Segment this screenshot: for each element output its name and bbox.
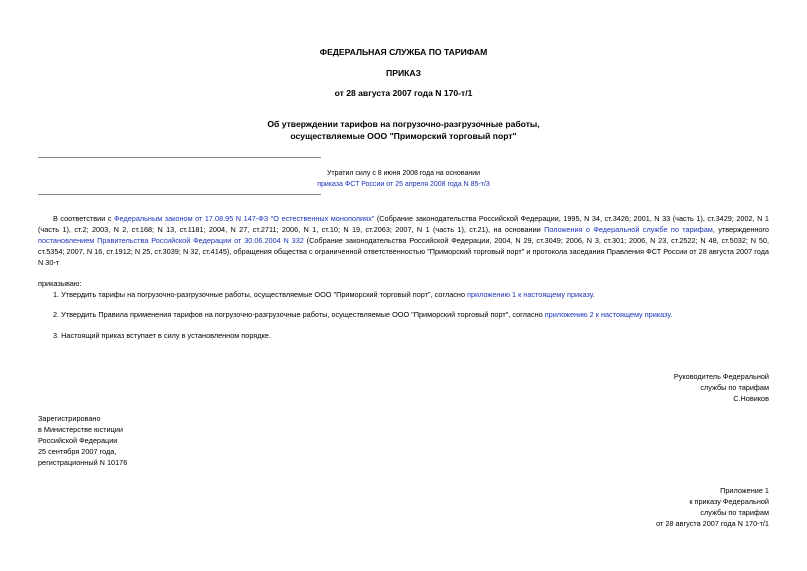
appendix-line-2: к приказу Федеральной <box>689 496 769 506</box>
signature-line-1: Руководитель Федеральной <box>673 372 769 381</box>
registration-line-1: Зарегистрировано <box>38 414 101 423</box>
federal-law-link[interactable]: Федеральным законом от 17.08.95 N 147-ФЗ "О естественных монополиях" <box>114 214 375 223</box>
status-note-link[interactable]: приказа ФСТ России от 25 апреля 2008 года N 85-т/3 <box>317 180 490 188</box>
registration-block <box>38 414 288 469</box>
order-item-2-end: . <box>670 310 673 319</box>
fst-regulation-link[interactable]: Положения о Федеральной службе по тарифам <box>544 224 713 234</box>
doc-title-line-1: Об утверждении тарифов на погрузочно-разгрузочные работы, <box>267 119 540 129</box>
appendix-header <box>519 486 769 530</box>
doc-type-heading: ПРИКАЗ <box>386 68 421 78</box>
preamble-paragraph <box>38 214 769 269</box>
appendix-1-link[interactable]: приложению 1 к настоящему приказу <box>467 290 593 299</box>
order-item-2-text: 2. Утвердить Правила применения тарифов на погрузочно-разгрузочные работы, осуществляемые ООО "Приморский торговый порт", согласно <box>53 310 545 319</box>
doc-date-heading: от 28 августа 2007 года N 170-т/1 <box>334 88 473 98</box>
doc-title-line-2: осуществляемые ООО "Приморский торговый порт" <box>290 130 517 141</box>
doc-title <box>38 119 769 142</box>
divider-bottom <box>38 194 321 195</box>
preamble-text-1: В соответствии с <box>53 214 114 223</box>
order-item-3: 3. Настоящий приказ вступает в силу в установленном порядке. <box>53 331 271 340</box>
order-item-2 <box>53 310 784 321</box>
signature-block <box>519 372 769 405</box>
preamble-text-3: , утвержденного <box>712 224 769 234</box>
order-item-1-text: 1. Утвердить тарифы на погрузочно-разгрузочные работы, осуществляемые ООО "Приморский торговый порт", согласно <box>53 290 468 299</box>
signature-name: С.Новиков <box>733 393 769 403</box>
registration-line-4: 25 сентября 2007 года, <box>38 446 117 456</box>
status-note-text: Утратил силу с 8 июня 2008 года на основании <box>326 170 481 177</box>
divider-top <box>38 157 321 158</box>
order-item-1 <box>53 290 784 301</box>
registration-line-2: в Министерстве юстиции <box>38 424 123 434</box>
order-intro: приказываю: <box>38 279 82 288</box>
appendix-line-3: службы по тарифам <box>700 507 769 517</box>
appendix-2-link[interactable]: приложению 2 к настоящему приказу <box>544 310 671 319</box>
preamble-text-4: (Собрание законодательства Российской Федерации, 2004, N 29, ст.3049; 2006, N 3, ст.301; 2006, N 23, ст.2522; N 48, ст.5032; N 50, ст.5354; 2007, N 16, ст.1912; N 25, ст.3039; N 32, ст.4145), обращения общества с ограниченной ответственностью "Приморский торговый порт" и протокола заседания Правления ФСТ России от 28 августа 2007 года N 30-т <box>38 235 769 267</box>
preamble-text-2: (Собрание законодательства Российской Федерации, 1995, N 34, ст.3426; 2001, N 33 (часть 1), ст.3429; 2002, N 1 (часть 1), ст.2; 2003, N 2, ст.168; N 13, ст.1181; 2004, N 27, ст.2711; 2006, N 1, ст.10; N 19, ст.2063; 2007, N 1 (часть 1), ст.21), на основании <box>38 214 769 234</box>
status-note <box>38 169 769 191</box>
registration-line-5: регистрационный N 10176 <box>38 457 128 467</box>
government-decree-link[interactable]: постановлением Правительства Российской Федерации от 30.06.2004 N 332 <box>38 235 304 245</box>
org-heading: ФЕДЕРАЛЬНАЯ СЛУЖБА ПО ТАРИФАМ <box>319 47 488 57</box>
appendix-line-1: Приложение 1 <box>720 486 769 495</box>
appendix-line-4: от 28 августа 2007 года N 170-т/1 <box>656 518 769 528</box>
signature-line-2: службы по тарифам <box>700 382 769 392</box>
registration-line-3: Российской Федерации <box>38 435 118 445</box>
order-item-1-end: . <box>592 290 595 299</box>
